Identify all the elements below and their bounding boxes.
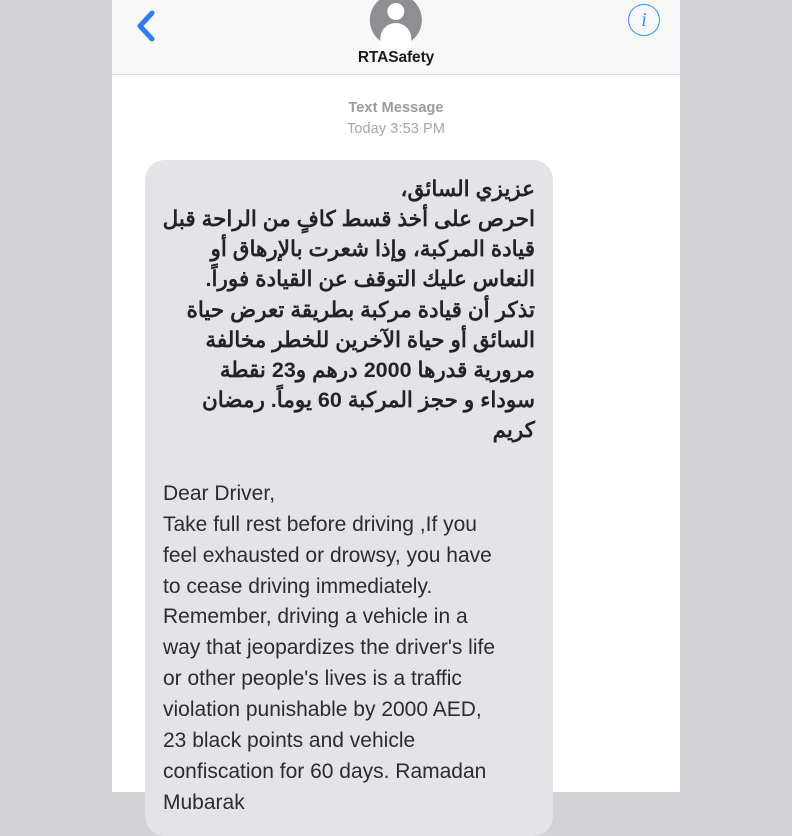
avatar-head (387, 3, 404, 20)
english-line: Mubarak (163, 790, 245, 814)
english-line: Remember, driving a vehicle in a (163, 605, 468, 629)
message-timestamp: Today 3:53 PM (346, 120, 446, 137)
message-text-english (163, 479, 535, 818)
chevron-left-icon (135, 9, 157, 43)
paragraph-spacer (163, 445, 535, 479)
arabic-line: عزيزي السائق، (400, 177, 535, 202)
message-row (112, 160, 680, 836)
phone-screen (112, 0, 680, 814)
avatar-body (380, 23, 411, 49)
arabic-line: احرص على أخذ قسط كافٍ من الراحة قبل (162, 207, 535, 232)
english-line: Take full rest before driving ,If you (163, 512, 477, 536)
arabic-line: مرورية قدرها 2000 درهم و23 نقطة (219, 357, 535, 382)
english-line: Dear Driver, (163, 482, 276, 505)
info-letter: i (641, 8, 647, 31)
english-line: way that jeopardizes the driver's life (163, 636, 496, 660)
english-line: 23 black points and vehicle (163, 728, 416, 752)
back-button[interactable] (126, 6, 166, 46)
english-line: to cease driving immediately. (163, 574, 433, 598)
arabic-line: سوداء و حجز المركبة 60 يوماً. رمضان (201, 387, 535, 412)
message-bubble-incoming[interactable] (145, 160, 553, 836)
conversation-thread[interactable] (112, 76, 680, 814)
message-text-arabic (163, 174, 535, 445)
info-circle-icon[interactable] (628, 4, 660, 36)
person-avatar-icon (370, 0, 422, 46)
arabic-line: كريم (492, 417, 535, 442)
english-line: confiscation for 60 days. Ramadan (163, 759, 487, 783)
arabic-line: قيادة المركبة، وإذا شعرت بالإرهاق أو (210, 237, 535, 262)
message-type-label: Text Message (348, 100, 444, 116)
message-divider (112, 98, 680, 139)
arabic-line: النعاس عليك التوقف عن القيادة فوراً. (205, 267, 535, 292)
english-line: violation punishable by 2000 AED, (163, 698, 482, 722)
contact-header[interactable] (358, 0, 434, 67)
navigation-bar (112, 0, 680, 75)
contact-name: RTASafety (357, 49, 435, 66)
english-line: feel exhausted or drowsy, you have (163, 543, 492, 567)
english-line: or other people's lives is a traffic (163, 667, 462, 691)
arabic-line: السائق أو حياة الآخرين للخطر مخالفة (205, 327, 535, 352)
arabic-line: تذكر أن قيادة مركبة بطريقة تعرض حياة (186, 297, 535, 322)
